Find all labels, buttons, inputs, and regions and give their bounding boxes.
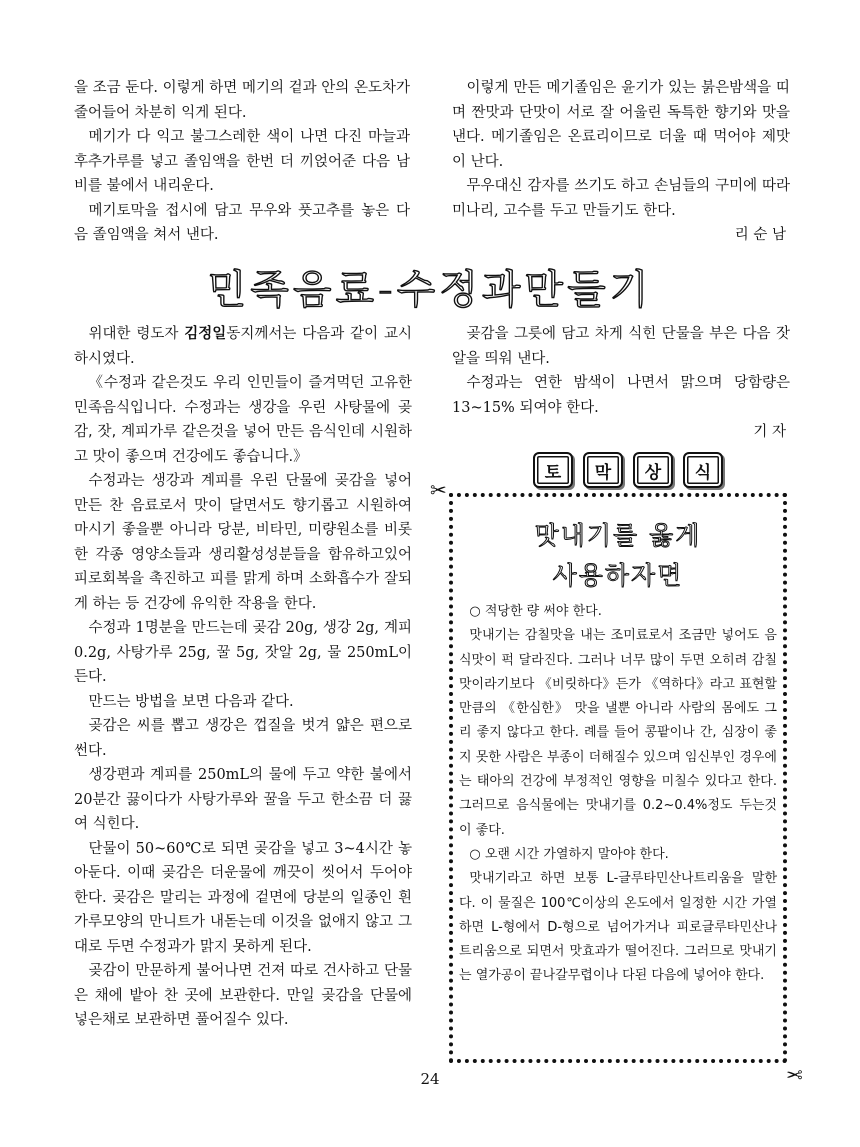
paragraph: 수정과 1명분을 만드는데 곶감 20g, 생강 2g, 계피 0.2g, 사탕가루 25g, 꿀 5g, 잣알 2g, 물 250mL이 든다. [74,620,412,685]
paragraph: 만드는 방법을 보면 다음과 같다. [88,693,294,710]
paragraph: 이렇게 만든 메기졸임은 윤기가 있는 붉은밤색을 띠며 짠맛과 단맛이 서로 잘 어울린 독특한 향기와 맛을 낸다. 메기졸임은 온료리이므로 더울 때 먹어야 제맛이 난다. [452,80,790,170]
paragraph: 맛내기는 감칠맛을 내는 조미료로서 조금만 넣어도 음식맛이 퍽 달라진다. 그러나 너무 많이 두면 오히려 감칠맛이라기보다 《비릿하다》든가 《역하다》라고 표현할 만큼의 《한심한》 맛을 낼뿐 아니라 사람의 몸에도 그리 좋지 않다고 한다. 례를 들어 콩팥이나 간, 심장이 좋지 못한 사람은 부종이 더해질수 있으며 임신부인 경우에는 태아의 건강에 부정적인 영향을 미칠수 있다고 한다. 그러므로 음식물에는 맛내기를 0.2~0.4%정도 두는것이 좋다. [459,628,777,838]
paragraph: 메기토막을 접시에 담고 무우와 풋고추를 놓은 다음 졸임액을 쳐서 낸다. [74,202,410,243]
paragraph: 곶감은 씨를 뽑고 생강은 껍질을 벗겨 얇은 편으로 썬다. [74,718,412,759]
paragraph: 수정과는 연한 밤색이 나면서 맑으며 당함량은 13~15% 되여야 한다. [452,375,790,416]
paragraph: 수정과는 생강과 계피를 우린 단물에 곶감을 넣어 만든 찬 음료로서 맛이 달면서도 향기롭고 시원하여 마시기 좋을뿐 아니라 당분, 비타민, 미량원소를 비롯한 각종 영양소들과 생리활성성분들을 함유하고있어 피로회복을 촉진하고 피를 맑게 하며 소화흡수가 잘되게 하는 등 건강에 유익한 작용을 한다. [74,473,412,612]
section-heading: ○ 적당한 량 써야 한다. [469,604,602,619]
quotation: 《수정과 같은것도 우리 인민들이 즐겨먹던 고유한 민족음식입니다. 수정과는 생강을 우린 사탕물에 곶감, 잣, 계피가루 같은것을 넣어 만든 음식인데 시원하고 맛이 좋으며 건강에도 좋습니다.》 [74,375,412,465]
paragraph: 단물이 50~60℃로 되면 곶감을 넣고 3~4시간 놓아둔다. 이때 곶감은 더운물에 깨끗이 씻어서 두어야 한다. 곶감은 말리는 과정에 겉면에 당분의 일종인 흰 가루모양의 만니트가 내돋는데 이것을 없애지 않고 그대로 두면 수정과가 맑지 못하게 된다. [74,840,412,955]
header-tile: 토 [533,452,573,488]
tidbit-title [449,516,787,596]
header-tile: 막 [583,452,623,488]
top-right-column [452,76,790,248]
paragraph: 곶감을 그릇에 담고 차게 식힌 단물을 부은 다음 잣알을 띄워 낸다. [452,326,790,367]
intro-paragraph [74,322,412,371]
scissors-icon: ✂ [430,478,447,502]
paragraph: 맛내기라고 하면 보통 L-글루타민산나트리움을 말한다. 이 물질은 100℃이상의 온도에서 일정한 시간 가열하면 L-형에서 D-형으로 넘어가거나 피로글루타민산나트리움으로 되면서 맛효과가 떨어진다. 그러므로 맛내기는 열가공이 끝나갈무렵이나 다된 다음에 넣어야 한다. [459,871,777,984]
paragraph: 곶감이 만문하게 불어나면 건져 따로 건사하고 단물은 채에 밭아 찬 곳에 보관한다. 만일 곶감을 단물에 넣은채로 보관하면 풀어질수 있다. [74,963,412,1028]
article-title: 민족음료-수정과만들기 [207,267,653,313]
article-right-column [452,322,790,445]
header-tile: 식 [683,452,723,488]
paragraph: 을 조금 둔다. 이렇게 하면 메기의 겉과 안의 온도차가 줄어들어 차분히 익게 된다. [74,80,410,121]
tidbit-body [459,600,777,989]
article-left-column [74,322,412,1033]
author-signature: 기 자 [753,424,786,440]
header-tile: 상 [633,452,673,488]
tidbit-title-line: 사용하자면 [552,561,684,590]
intro-text: 동지께서는 다음과 같이 교시하시였다. [74,326,412,367]
intro-text: 위대한 령도자 [88,326,185,342]
paragraph: 무우대신 감자를 쓰기도 하고 손님들의 구미에 따라 미나리, 고수를 두고 만들기도 한다. [452,178,790,219]
scissors-icon: ✂ [786,1063,803,1087]
top-left-column [74,76,410,248]
paragraph: 생강편과 계피를 250mL의 물에 두고 약한 불에서 20분간 끓이다가 사탕가루와 꿀을 두고 한소끔 더 끓여 식힌다. [74,767,412,832]
leader-name: 김정일 [184,325,227,342]
author-signature: 리 순 남 [734,227,786,243]
section-heading: ○ 오랜 시간 가열하지 말아야 한다. [469,846,669,862]
paragraph: 메기가 다 익고 불그스레한 색이 나면 다진 마늘과 후추가루를 넣고 졸임액을 한번 더 끼얹어준 다음 남비를 불에서 내리운다. [74,129,410,194]
tidbit-title-line: 맛내기를 옳게 [534,521,702,550]
page-number: 24 [420,1070,440,1088]
tidbit-header [533,452,723,488]
